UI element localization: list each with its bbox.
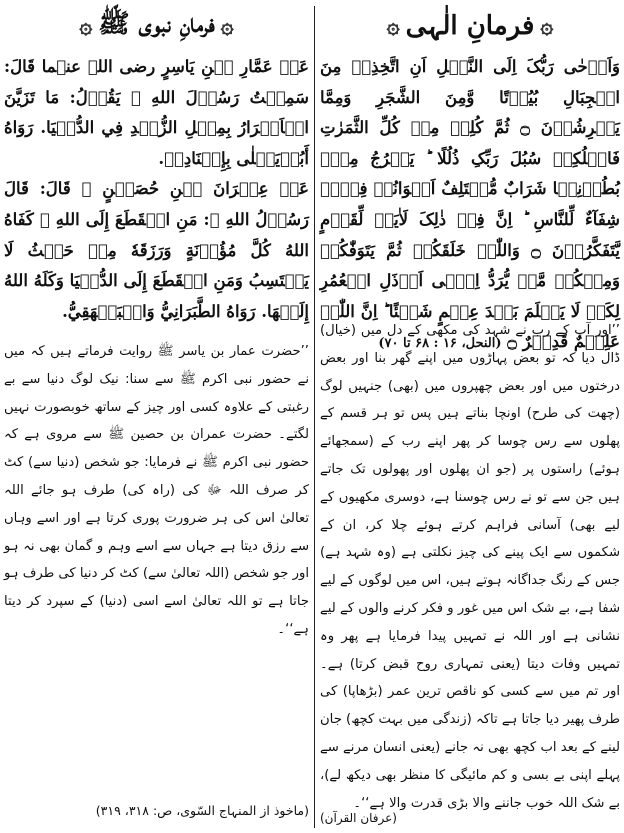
hadith-1-text: عَنۡ عَمَّارِ بۡنِ یَاسِرٍ رضی اللہ عنہما قَالَ: سَمِعۡتُ رَسُوۡلَ اللهِ ﷺ یَقُوۡلُ: مَا تَزَیَّنَ الۡاَبۡرَارُ بِمِثۡلِ الزُّهۡدِ فِي الدُّنۡیَا. رَوَاهُ أَبُوۡیَعۡلٰی بِإِسۡنَادِهٖ.	[4, 57, 309, 168]
left-column	[4, 0, 309, 833]
ornament-icon: ۞	[79, 13, 93, 39]
ornament-icon: ۞	[386, 13, 400, 39]
quran-translation-source: (عرفان القرآن)	[320, 811, 397, 825]
hadith-translation: ’’حضرت عمار بن یاسر ﷺ روایت فرماتے ہیں کہ میں نے حضور نبی اکرم ﷺ سے سنا: نیک لوگ دنیا سے بے رغبتی کے علاوہ کسی اور چیز کے ساتھ خوبصورت نہیں لگتے۔ حضرت عمران بن حصین ﷺ سے مروی ہے کہ حضور نبی اکرم ﷺ نے فرمایا: جو شخص (دنیا سے) کٹ کر صرف اللہ ﷻ کی (راہ کی) طرف ہو جائے اللہ تعالیٰ اس کی ہر ضرورت پوری کرتا ہے اور اسے وہاں سے رزق دیتا ہے جہاں سے اسے وہم و گمان بھی نہ ہو اور جو شخص (اللہ تعالیٰ سے) کٹ کر دنیا کی طرف ہو جاتا ہے تو اللہ تعالیٰ اسے اسی (دنیا) کے سپرد کر دیتا ہے‘‘۔	[4, 344, 309, 637]
column-divider	[314, 6, 315, 828]
ornament-icon: ۞	[540, 13, 554, 39]
quran-verse-text: وَاَوۡحٰی رَبُّکَ اِلَی النَّحۡلِ اَنِ اتَّخِذِیۡ مِنَ الۡجِبَالِ بُیُوۡتًا وَّمِنَ الشَّجَرِ وَمِمَّا یَعۡرِشُوۡنَ ۝ ثُمَّ کُلِیۡ مِنۡ کُلِّ الثَّمَرٰتِ فَاسۡلُکِیۡ سُبُلَ رَبِّکِ ذُلُلًا ؕ یَخۡرُجُ مِنۡۢ بُطُوۡنِہَا شَرَابٌ مُّخۡتَلِفٌ اَلۡوَانُہٗ فِیۡہِ شِفَآءٌ لِّلنَّاسِ ؕ اِنَّ فِیۡ ذٰلِکَ لَاٰیَۃً لِّقَوۡمٍ یَّتَفَکَّرُوۡنَ ۝ وَاللّٰہُ خَلَقَکُمۡ ثُمَّ یَتَوَفّٰکُمۡ وَمِنۡکُمۡ مَّنۡ یُّرَدُّ اِلٰۤی اَرۡذَلِ الۡعُمُرِ لِکَیۡ لَا یَعۡلَمَ بَعۡدَ عِلۡمٍ شَیۡئًا ؕ اِنَّ اللّٰہَ عَلِیۡمٌ قَدِیۡرٌ ۝	[320, 57, 620, 352]
quran-translation: ’’اور آپ کے رب نے شہد کی مکھی کے دل میں (خیال) ڈال دیا کہ تو بعض پہاڑوں میں اپنے گھر بنا اور بعض درختوں میں اور بعض چھپروں میں (بھی) جنہیں لوگ (چھت کی طرح) اونچا بناتے ہیں پس تو ہر قسم کے پھلوں سے رس چوسا کر پھر اپنے رب کے (سمجھائے ہوئے) راستوں پر (جو ان پھلوں اور پھولوں تک جاتے ہیں جن سے تو نے رس چوسنا ہے، دوسری مکھیوں کے لیے بھی) آسانی فراہم کرتے ہوئے چلا کر، ان کے شکموں سے ایک پینے کی چیز نکلتی ہے (وہ شہد ہے) جس کے رنگ جداگانہ ہوتے ہیں، اس میں لوگوں کے لیے شفا ہے، بے شک اس میں غور و فکر کرنے والوں کے لیے نشانی ہے اور اللہ نے تمہیں پیدا فرمایا ہے پھر وہ تمہیں وفات دیتا (یعنی تمہاری روح قبض کرتا) ہے۔ اور تم میں سے کسی کو ناقص ترین عمر (بڑھاپا) کی طرف پھیر دیا جاتا ہے تاکہ (زندگی میں بہت کچھ) جان لینے کے بعد اب کچھ بھی نہ جانے (یعنی انسان مرنے سے پہلے اپنی بے بسی و کم مائیگی کا منظر بھی دیکھ لے)، بے شک اللہ خوب جاننے والا بڑی قدرت والا ہے‘‘۔	[320, 323, 620, 811]
hadith-arabic	[4, 52, 309, 327]
left-heading	[4, 6, 309, 46]
right-heading	[320, 6, 620, 46]
left-heading-text: فرمانِ نبوی ﷺ	[98, 9, 215, 39]
quran-verse	[320, 52, 620, 360]
quran-verse-reference: (النحل، ۱۶ : ۶۸ تا ۷۰)	[378, 336, 502, 352]
hadith-2-text: عَنۡ عِمۡرَانَ بۡنِ حُصَیۡنٍ ﷺ قَالَ: قَالَ رَسُوۡلُ اللهِ ﷺ: مَنِ انۡقَطَعَ إِلَی اللهِ ﷻ کَفَاهُ اللهُ کُلَّ مُؤُوۡنَةٍ وَرَزَقَهٗ مِنۡ حَیۡثُ لَا یَحۡتَسِبُ وَمَنِ انۡقَطَعَ إِلَی الدُّنۡیَا وَکَلَهُ اللهُ إِلَیۡهَا. رَوَاهُ الطَّبَرَانِيُّ وَالۡبَیۡهَقِيُّ.	[4, 179, 309, 321]
hadith-source: (ماخوذ از المنہاج السّوی، ص: ۳۱۸، ۳۱۹)	[95, 803, 309, 818]
ornament-icon: ۞	[220, 13, 234, 39]
right-column	[320, 0, 620, 833]
right-heading-text: فرمانِ الٰہی	[405, 11, 535, 41]
